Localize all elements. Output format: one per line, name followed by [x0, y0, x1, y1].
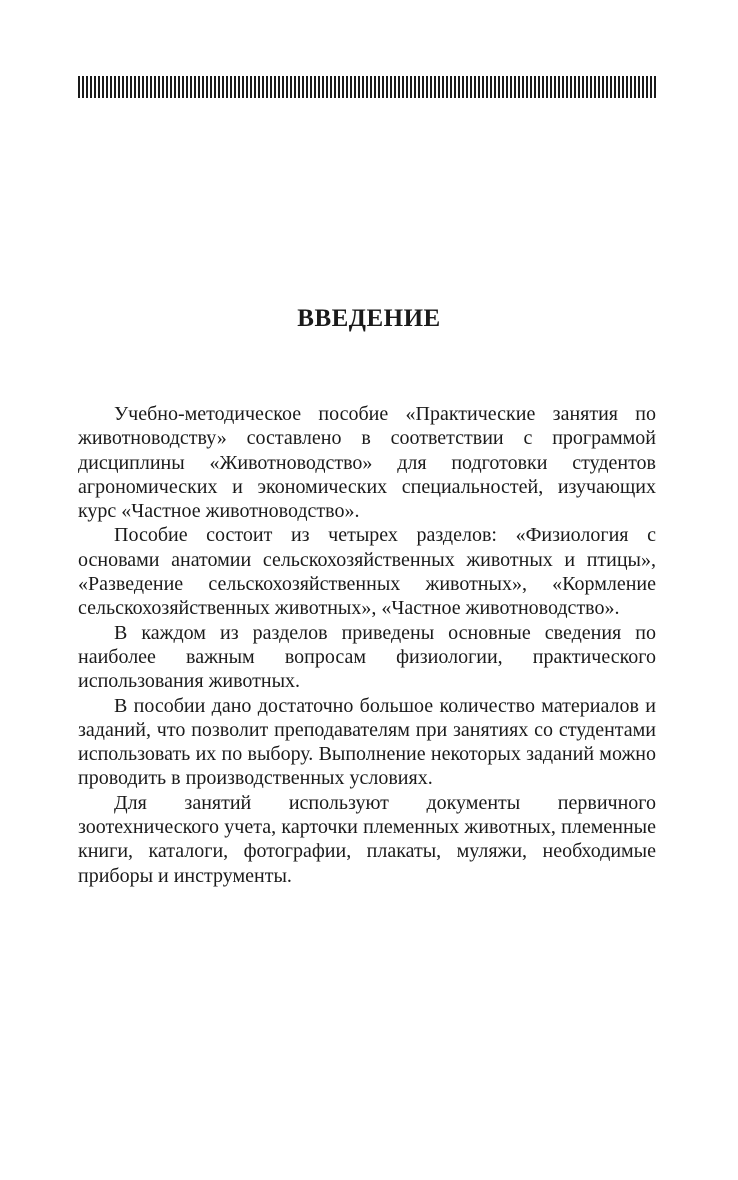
body-text — [78, 402, 656, 888]
page-title: ВВЕДЕНИЕ — [297, 305, 441, 332]
paragraph-4: В пособии дано достаточно большое количество материалов и заданий, что позволит преподавателям при занятиях со студентами использовать их по выбору. Выполнение некоторых заданий можно проводить в производственных условиях. — [78, 694, 656, 790]
paragraph-5: Для занятий используют документы первичного зоотехнического учета, карточки племенных животных, племенные книги, каталоги, фотографии, плакаты, муляжи, необходимые приборы и инструменты. — [78, 791, 656, 887]
header-decorative-rule — [78, 76, 656, 98]
paragraph-3: В каждом из разделов приведены основные сведения по наиболее важным вопросам физиологии, практического использования животных. — [78, 621, 656, 693]
paragraph-2: Пособие состоит из четырех разделов: «Физиология с основами анатомии сельскохозяйственных животных и птицы», «Разведение сельскохозяйственных животных», «Кормление сельскохозяйственных животных», «Частное животноводство». — [78, 524, 656, 620]
paragraph-1: Учебно-методическое пособие «Практические занятия по животноводству» составлено в соответствии с программой дисциплины «Животноводство» для подготовки студентов агрономических и экономических специальностей, изучающих курс «Частное животноводство». — [78, 403, 656, 523]
